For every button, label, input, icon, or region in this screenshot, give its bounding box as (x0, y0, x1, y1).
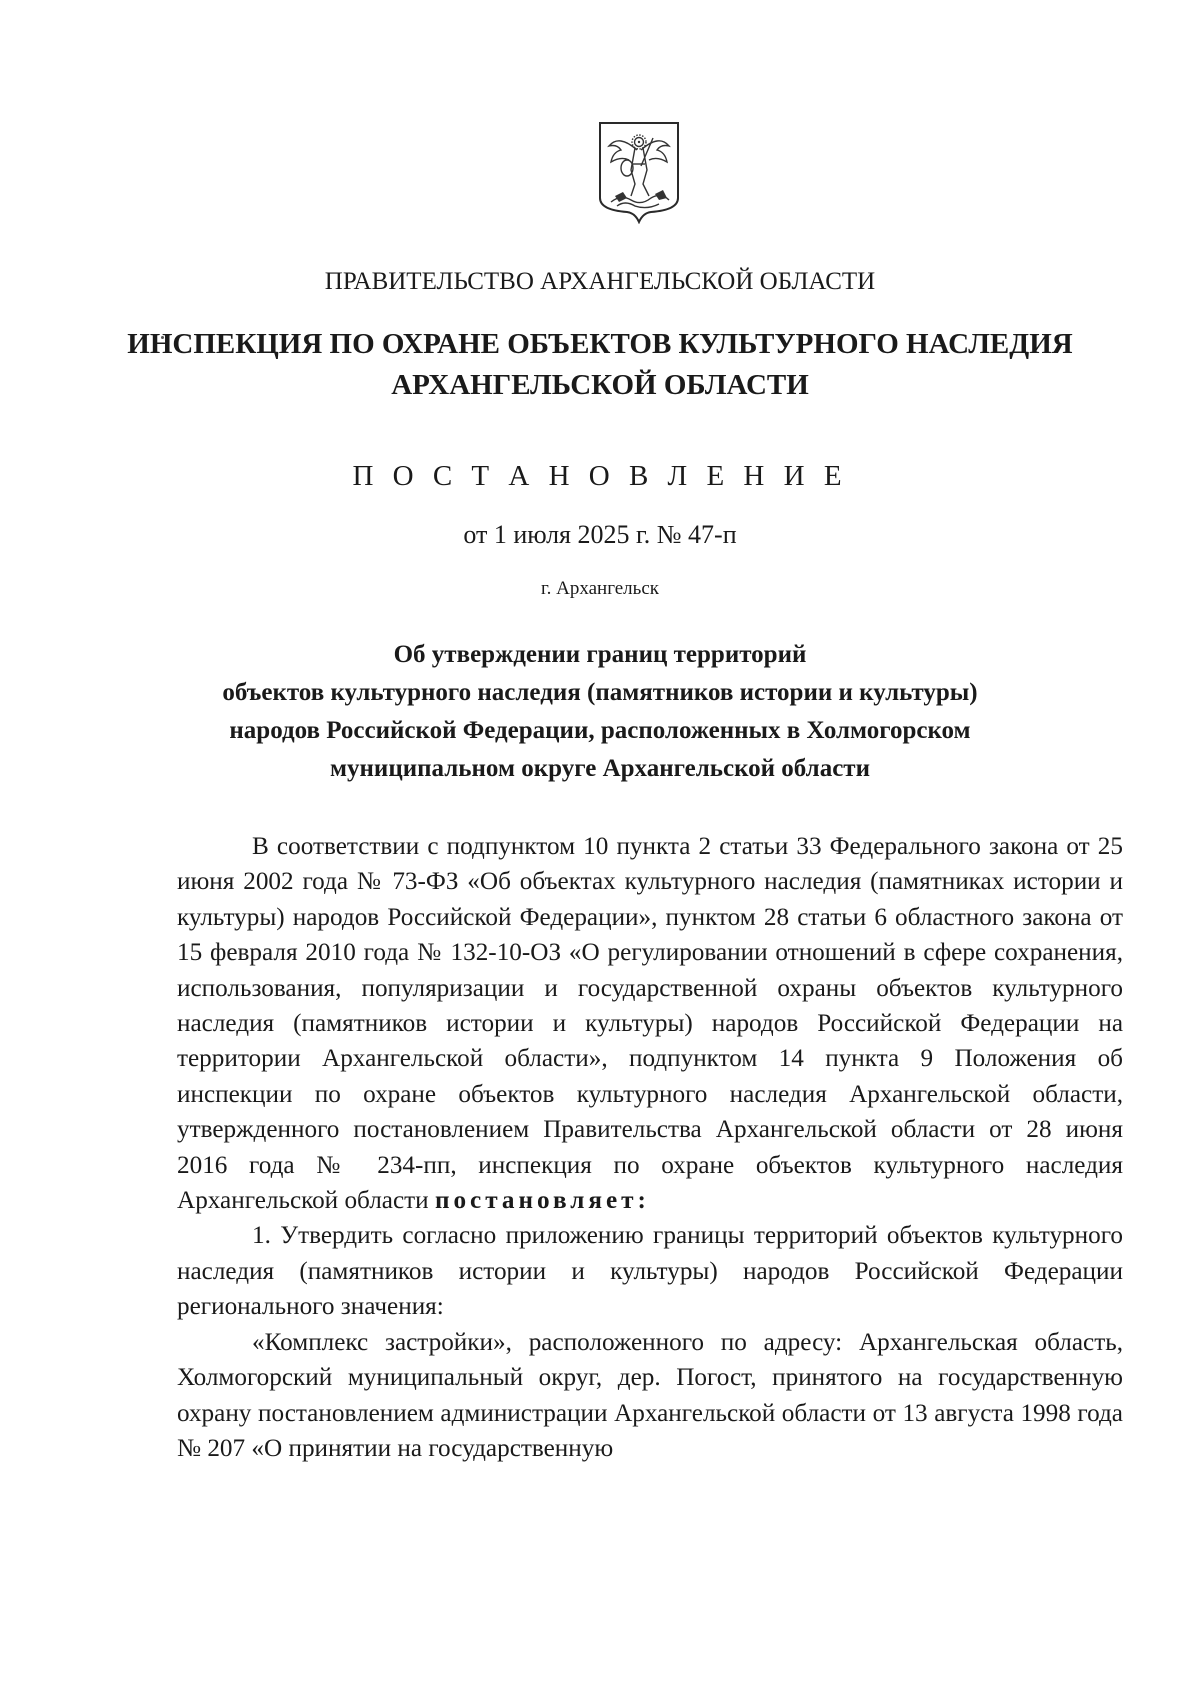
inspection-title (0, 324, 1200, 406)
body-paragraph-item-1: 1. Утвердить согласно приложению границы территорий объектов культурного наследия (памятников истории и культуры) народов Российской Федерации регионального значения: (177, 1222, 1123, 1321)
body-paragraph-preamble (177, 829, 1123, 1218)
subject-line-3: народов Российской Федерации, расположенных в Холмогорском (229, 717, 971, 744)
decree-word: постановляет: (434, 1187, 650, 1215)
body-paragraph-object: «Комплекс застройки», расположенного по адресу: Архангельская область, Холмогорский муниципальный округ, дер. Погост, принятого на государственную охрану постановлением администрации Архангельской области от 13 августа 1998 года № 207 «О принятии на государственную (177, 1328, 1123, 1462)
document-type: П О С Т А Н О В Л Е Н И Е (352, 460, 848, 492)
inspection-title-line-2: АРХАНГЕЛЬСКОЙ ОБЛАСТИ (391, 369, 809, 401)
document-body (177, 829, 1123, 1466)
preamble-text: В соответствии с подпунктом 10 пункта 2 статьи 33 Федерального закона от 25 июня 2002 года № 73-ФЗ «Об объектах культурного наследия (памятниках истории и культуры) народов Российской Федерации», пунктом 28 статьи 6 областного закона от 15 февраля 2010 года № 132-10-ОЗ «О регулировании отношений в сфере сохранения, использования, популяризации и государственной охраны объектов культурного наследия (памятников истории и культуры) народов Российской Федерации на территории Архангельской области», подпунктом 14 пункта 9 Положения об инспекции по охране объектов культурного наследия Архангельской области, утвержденного постановлением Правительства Архангельской области от 28 июня 2016 года № 234-пп, инспекция по охране объектов культурного наследия Архангельской области (177, 833, 1123, 1215)
government-title: ПРАВИТЕЛЬСТВО АРХАНГЕЛЬСКОЙ ОБЛАСТИ (324, 268, 876, 295)
coat-of-arms-icon (597, 120, 681, 224)
inspection-title-line-1: ИНСПЕКЦИЯ ПО ОХРАНЕ ОБЪЕКТОВ КУЛЬТУРНОГО НАСЛЕДИЯ (127, 328, 1073, 360)
subject-line-1: Об утверждении границ территорий (393, 641, 807, 668)
document-subject (0, 636, 1200, 788)
document-date-number: от 1 июля 2025 г. № 47-п (463, 520, 737, 549)
document-city: г. Архангельск (540, 578, 659, 599)
subject-line-2: объектов культурного наследия (памятников истории и культуры) (222, 679, 978, 706)
subject-line-4: муниципальном округе Архангельской области (330, 755, 870, 782)
